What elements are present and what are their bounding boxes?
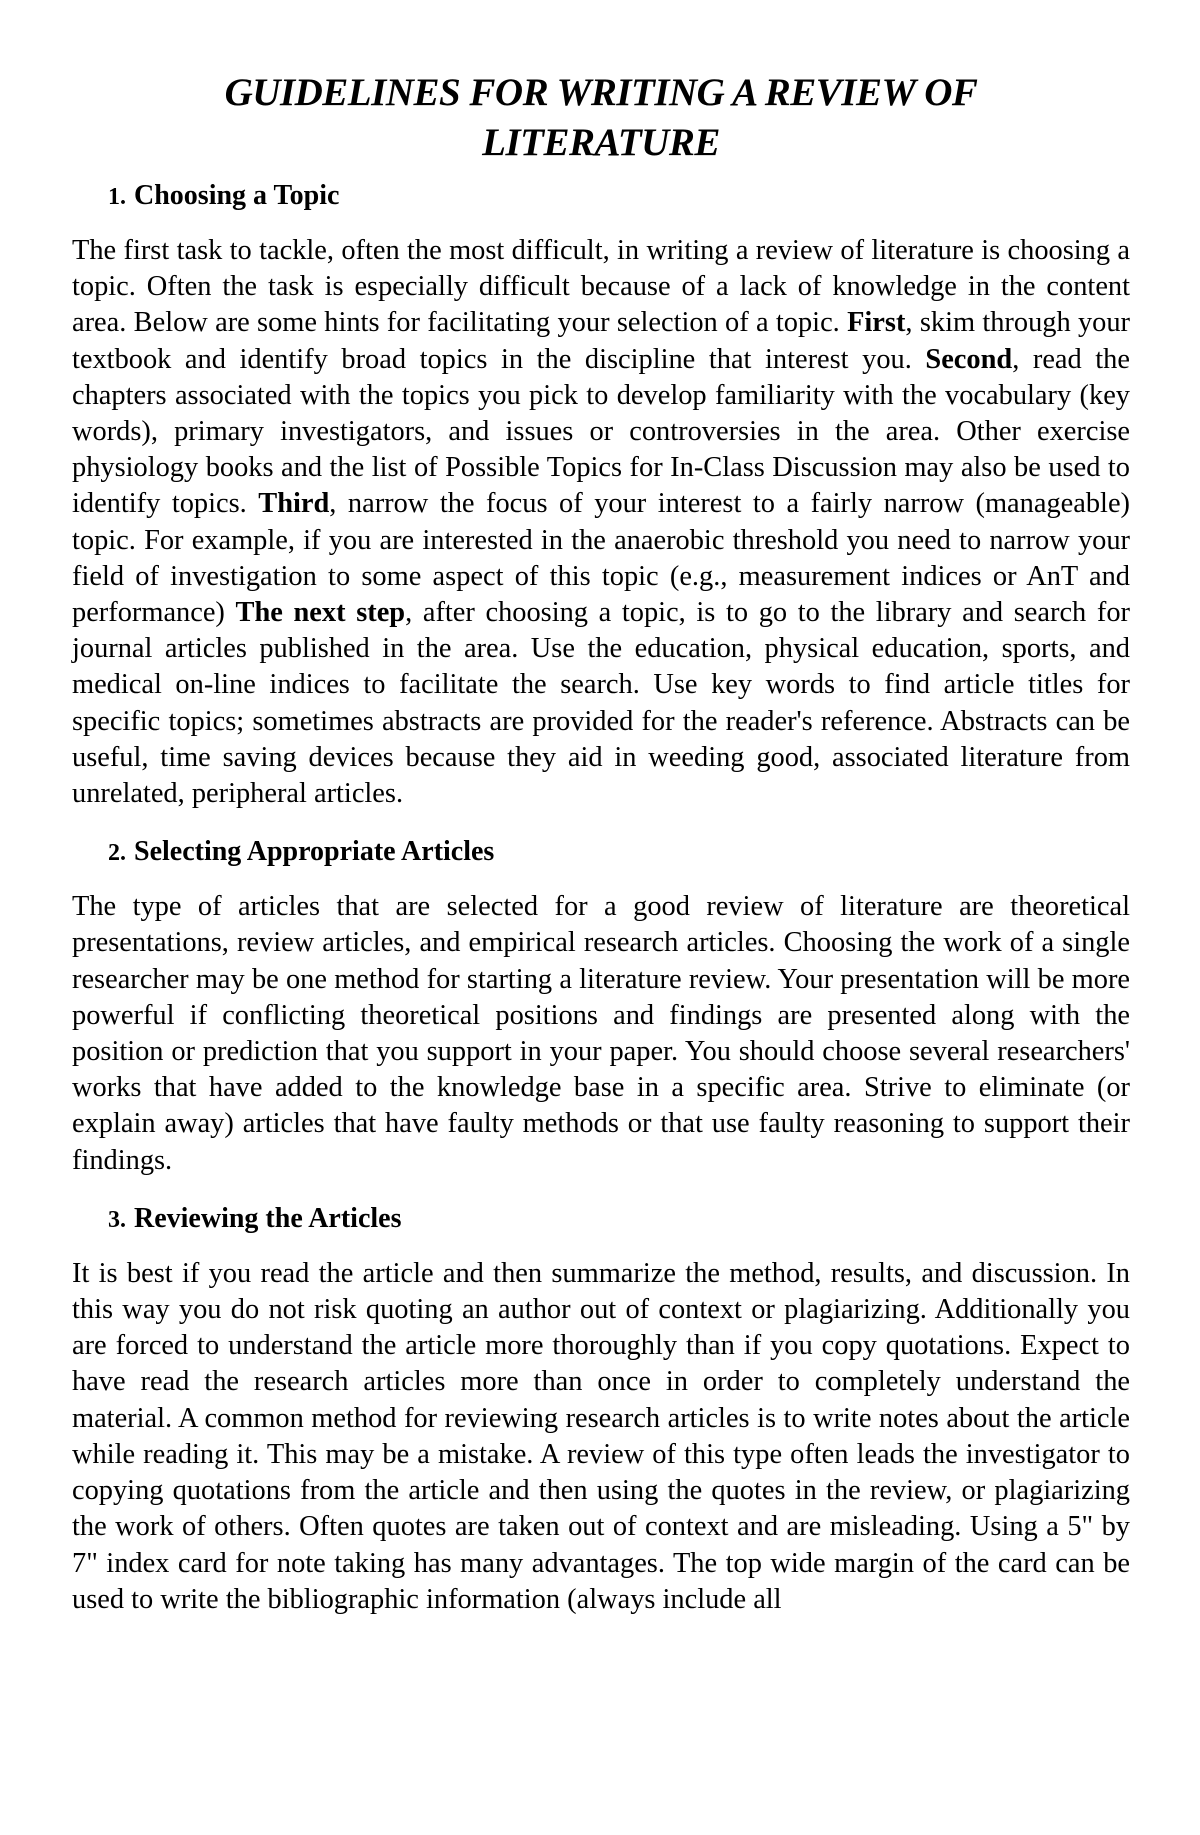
paragraph-text: , skim through your textbook and identify broad topics in the discipline that interest you. <box>72 307 1131 375</box>
paragraph-text: , after choosing a topic, is to go to the library and search for journal articles published in the area. Use the education, physical education, sports, and medical on-line indices to facilitate the search. Use key words to find article titles for specific topics; sometimes abstracts are provided for the reader's reference. Abstracts can be useful, time saving devices because they aid in weeding good, associated literature from unrelated, peripheral articles. <box>72 597 1131 810</box>
section-number: 3. <box>108 1206 126 1233</box>
section-heading-selecting-articles <box>72 834 1130 871</box>
page-title <box>72 68 1130 168</box>
emphasis-first: First <box>847 307 906 339</box>
section-heading-choosing-topic <box>72 178 1130 215</box>
section-heading-text: Selecting Appropriate Articles <box>134 836 495 868</box>
section-number: 2. <box>108 840 126 867</box>
paragraph-text: , read the chapters associated with the topics you pick to develop familiarity with the vocabulary (key words), primary investigators, and issues or controversies in the area. Other exercise physiology books and the list of Possible Topics for In-Class Discussion may also be used to identify topics. <box>72 343 1130 520</box>
paragraph-text: The first task to tackle, often the most difficult, in writing a review of literature is choosing a topic. Often the task is especially difficult because of a lack of knowledge in the content area. Below are some hints for facilitating your selection of a topic. <box>72 235 1130 339</box>
title-line-2: LITERATURE <box>482 121 720 164</box>
emphasis-next-step: The next step <box>235 597 406 629</box>
section-heading-text: Reviewing the Articles <box>134 1202 402 1234</box>
section-paragraph-reviewing-articles: It is best if you read the article and then summarize the method, results, and discussion. In this way you do not risk quoting an author out of context or plagiarizing. Additionally you are forced to understand the article more thoroughly than if you copy quotations. Expect to have read the research articles more than once in order to completely understand the material. A common method for reviewing research articles is to write notes about the article while reading it. This may be a mistake. A review of this type often leads the investigator to copying quotations from the article and then using the quotes in the review, or plagiarizing the work of others. Often quotes are taken out of context and are misleading. Using a 5" by 7" index card for note taking has many advantages. The top wide margin of the card can be used to write the bibliographic information (always include all <box>72 1257 1130 1615</box>
section-heading-reviewing-articles <box>72 1201 1130 1238</box>
paragraph-text: , narrow the focus of your interest to a fairly narrow (manageable) topic. For example, if you are interested in the anaerobic threshold you need to narrow your field of investigation to some aspect of this topic (e.g., measurement indices or AnT and performance) <box>72 488 1130 629</box>
section-number: 1. <box>108 184 126 210</box>
section-heading-text: Choosing a Topic <box>134 180 340 211</box>
emphasis-second: Second <box>925 343 1013 375</box>
section-paragraph-selecting-articles: The type of articles that are selected for a good review of literature are theoretical presentations, review articles, and empirical research articles. Choosing the work of a single researcher may be one method for starting a literature review. Your presentation will be more powerful if conflicting theoretical positions and findings are presented along with the position or prediction that you support in your paper. You should choose several researchers' works that have added to the knowledge base in a specific area. Strive to eliminate (or explain away) articles that have faulty methods or that use faulty reasoning to support their findings. <box>72 891 1130 1176</box>
section-paragraph-choosing-topic <box>72 233 1130 812</box>
title-line-1: GUIDELINES FOR WRITING A REVIEW OF <box>224 71 978 114</box>
emphasis-third: Third <box>258 488 330 520</box>
document-page <box>72 68 1130 1640</box>
